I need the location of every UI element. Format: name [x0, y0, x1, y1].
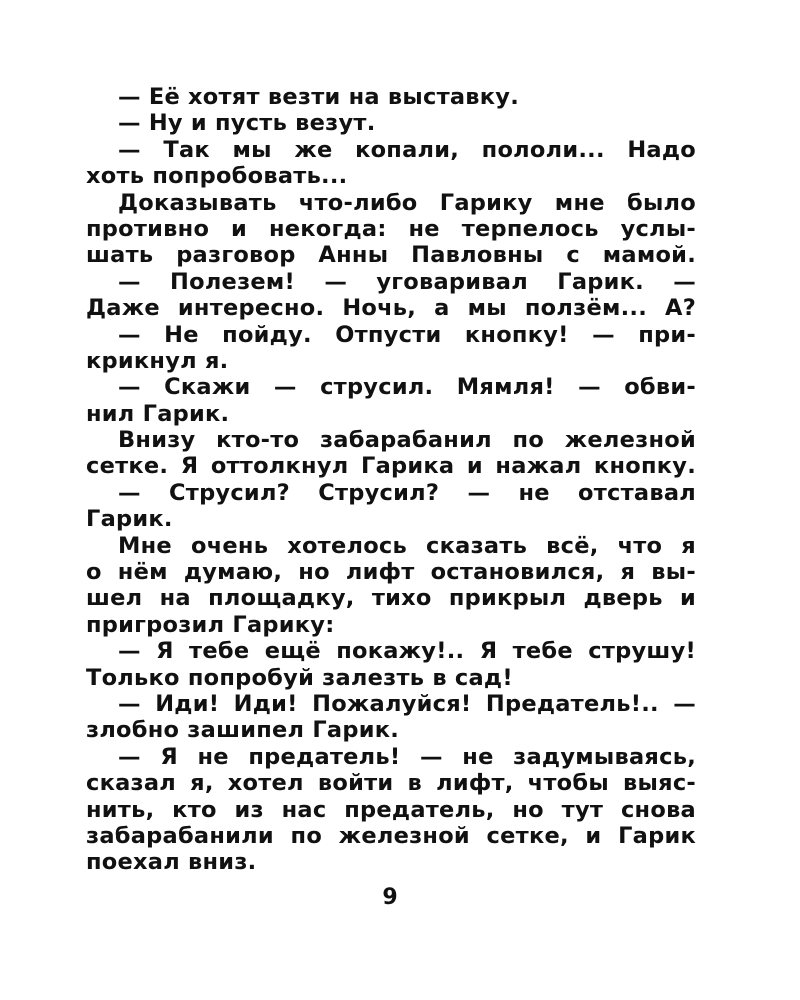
text-line: — Так мы же копали, пололи... Надо [118, 136, 696, 163]
text-line: крикнул я. [86, 347, 229, 374]
text-line: злобно зашипел Гарик. [86, 717, 400, 744]
text-line: — Я не предатель! — не задумываясь, [118, 743, 696, 770]
text-line: нил Гарик. [86, 400, 230, 427]
text-line: противно и некогда: не терпелось услы- [86, 215, 696, 242]
text-line: Гарик. [86, 506, 173, 533]
text-line: — Скажи — струсил. Мямля! — обви- [118, 374, 696, 401]
text-line: — Ну и пусть везут. [118, 110, 376, 137]
text-line: нить, кто из нас предатель, но тут снова [86, 796, 696, 823]
text-line: шел на площадку, тихо прикрыл дверь и [86, 585, 696, 612]
text-line: — Не пойду. Отпусти кнопку! — при- [118, 321, 696, 348]
page-number: 9 [382, 885, 398, 910]
text-line: — Её хотят везти на выставку. [118, 84, 520, 110]
text-line: пригрозил Гарику: [86, 611, 335, 638]
text-line: — Иди! Иди! Пожалуйся! Предатель!.. — [118, 690, 696, 717]
text-line: Доказывать что-либо Гарику мне было [118, 189, 696, 216]
text-line: Только попробуй залезть в сад! [86, 664, 513, 691]
text-line: забарабанили по железной сетке, и Гарик [86, 822, 696, 849]
text-line: — Полезем! — уговаривал Гарик. — [118, 268, 696, 295]
page-text [86, 84, 696, 876]
text-line: Даже интересно. Ночь, а мы ползём... А? [86, 295, 696, 322]
text-line: — Я тебе ещё покажу!.. Я тебе струшу! [118, 638, 696, 665]
text-line: сказал я, хотел войти в лифт, чтобы выяс- [86, 770, 696, 797]
text-line: шать разговор Анны Павловны с мамой. [86, 242, 696, 269]
text-line: Мне очень хотелось сказать всё, что я [118, 532, 696, 559]
text-line: сетке. Я оттолкнул Гарика и нажал кнопку. [86, 453, 696, 480]
text-line: поехал вниз. [86, 849, 257, 876]
text-line: — Струсил? Струсил? — не отставал [118, 479, 696, 506]
text-line: хоть попробовать... [86, 163, 348, 190]
text-line: Внизу кто-то забарабанил по железной [118, 427, 696, 454]
text-line: о нём думаю, но лифт остановился, я вы- [86, 559, 696, 586]
